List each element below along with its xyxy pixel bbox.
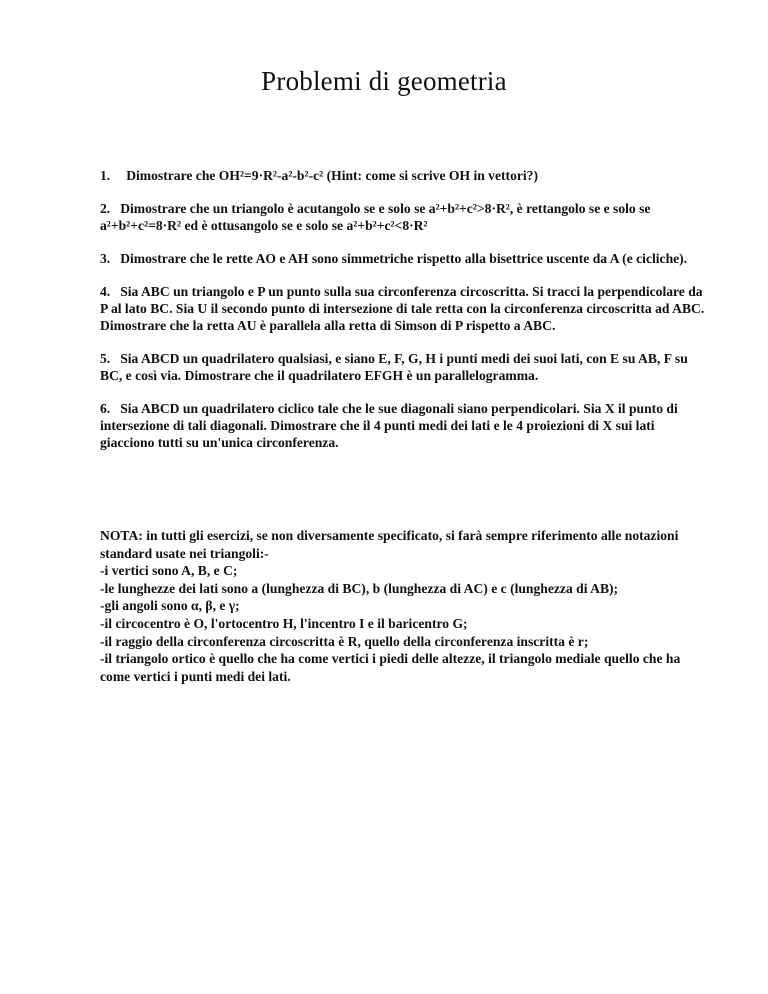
problem-number: 4. — [100, 284, 111, 299]
note-vertices: -i vertici sono A, B, e C; — [100, 563, 238, 579]
problem-item-1 — [100, 167, 710, 184]
problem-item-6 — [100, 400, 710, 451]
note-triangles: -il triangolo ortico è quello che ha come vertici i piedi delle altezze, il triangolo mediale quello che ha come vertici i punti medi dei lati. — [100, 651, 681, 684]
problem-number: 6. — [100, 401, 111, 416]
problem-text: Sia ABC un triangolo e P un punto sulla sua circonferenza circoscritta. Si tracci la perpendicolare da P al lato BC. Sia U il secondo punto di intersezione di tale retta con la circonferenza circoscritta ad ABC. Dimostrare che la retta AU è parallela alla retta di Simson di P rispetto a ABC. — [100, 284, 705, 333]
page-title: Problemi di geometria — [261, 66, 507, 96]
problem-text: Dimostrare che un triangolo è acutangolo se e solo se a²+b²+c²>8·R², è rettangolo se e solo se a²+b²+c²=8·R² ed è ottusangolo se e solo se a²+b²+c²<8·R² — [100, 201, 651, 233]
note-radii: -il raggio della circonferenza circoscritta è R, quello della circonferenza inscritta è r; — [100, 633, 589, 649]
problem-item-2 — [100, 200, 710, 234]
problem-number: 5. — [100, 351, 111, 366]
problem-number: 3. — [100, 251, 111, 266]
problem-number: 1. — [100, 168, 111, 183]
note-angles: -gli angoli sono α, β, e γ; — [100, 598, 240, 614]
problem-item-3 — [100, 250, 710, 267]
notation-note — [100, 527, 710, 685]
note-sides: -le lunghezze dei lati sono a (lunghezza di BC), b (lunghezza di AC) e c (lunghezza di AB); — [100, 580, 619, 596]
note-intro: NOTA: in tutti gli esercizi, se non diversamente specificato, si farà sempre riferimento alle notazioni standard usate nei triangoli:- — [100, 528, 679, 561]
note-centers: -il circocentro è O, l'ortocentro H, l'incentro I e il baricentro G; — [100, 615, 468, 631]
problem-text: Sia ABCD un quadrilatero ciclico tale che le sue diagonali siano perpendicolari. Sia X il punto di intersezione di tali diagonali. Dimostrare che il 4 punti medi dei lati e le 4 proiezioni di X sui lati giacciono tutti su un'unica circonferenza. — [100, 401, 678, 450]
problem-number: 2. — [100, 201, 111, 216]
problem-text: Dimostrare che le rette AO e AH sono simmetriche rispetto alla bisettrice uscente da A (e cicliche). — [120, 251, 688, 266]
problem-item-5 — [100, 350, 710, 384]
problem-list — [100, 167, 710, 467]
problem-text: Dimostrare che OH²=9·R²-a²-b²-c² (Hint: come si scrive OH in vettori?) — [126, 168, 538, 183]
problem-item-4 — [100, 283, 710, 334]
problem-text: Sia ABCD un quadrilatero qualsiasi, e siano E, F, G, H i punti medi dei suoi lati, con E su AB, F su BC, e così via. Dimostrare che il quadrilatero EFGH è un parallelogramma. — [100, 351, 688, 383]
